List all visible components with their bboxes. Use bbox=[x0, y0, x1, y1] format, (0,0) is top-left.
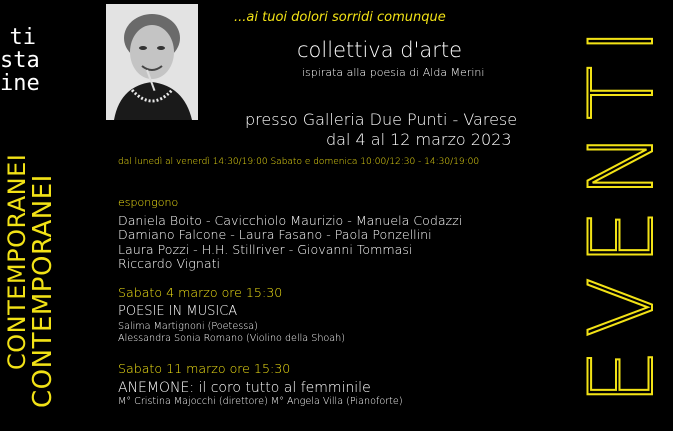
exhibitors-line: Damiano Falcone - Laura Fasano - Paola Ponzellini bbox=[118, 227, 432, 243]
event-detail: Alessandra Sonia Romano (Violino della Shoah) bbox=[118, 333, 345, 344]
side-title-line: ine bbox=[0, 71, 40, 96]
venue-place: presso Galleria Due Punti - Varese bbox=[245, 110, 518, 129]
side-title bbox=[0, 25, 40, 96]
event-name: POESIE IN MUSICA bbox=[118, 304, 238, 319]
venue-hours: dal lunedì al venerdì 14:30/19:00 Sabato e domenica 10:00/12:30 - 14:30/19:00 bbox=[118, 157, 480, 167]
exhibitors-heading: espongono bbox=[118, 196, 179, 209]
exhibitors-line: Riccardo Vignati bbox=[118, 256, 221, 272]
vertical-word-top: CONTEMPORANEI bbox=[3, 153, 31, 370]
exhibitors-list bbox=[118, 214, 462, 272]
quote-text: ...ai tuoi dolori sorridi comunque bbox=[234, 10, 446, 25]
event-subtitle: ispirata alla poesia di Alda Merini bbox=[302, 66, 485, 79]
event-title: collettiva d'arte bbox=[297, 38, 463, 62]
event-detail: Salima Martignoni (Poetessa) bbox=[118, 321, 258, 332]
event-date: Sabato 4 marzo ore 15:30 bbox=[118, 285, 283, 300]
portrait-photo bbox=[106, 4, 198, 120]
exhibitors-line: Daniela Boito - Cavicchiolo Maurizio - Manuela Codazzi bbox=[118, 213, 463, 228]
eventi-vertical-title: EVENTI bbox=[570, 16, 673, 405]
vertical-word-bottom: CONTEMPORANEI bbox=[28, 174, 58, 408]
event-date: Sabato 11 marzo ore 15:30 bbox=[118, 361, 291, 376]
exhibitors-line: Laura Pozzi - H.H. Stillriver - Giovanni Tommasi bbox=[118, 241, 413, 257]
venue-dates: dal 4 al 12 marzo 2023 bbox=[326, 130, 512, 149]
side-title-line: sta bbox=[0, 48, 40, 73]
side-title-line: ti bbox=[9, 25, 36, 50]
event-detail: M° Cristina Majocchi (direttore) M° Angela Villa (Pianoforte) bbox=[118, 396, 403, 407]
portrait-illustration bbox=[106, 4, 198, 120]
event-name: ANEMONE: il coro tutto al femminile bbox=[118, 380, 371, 396]
